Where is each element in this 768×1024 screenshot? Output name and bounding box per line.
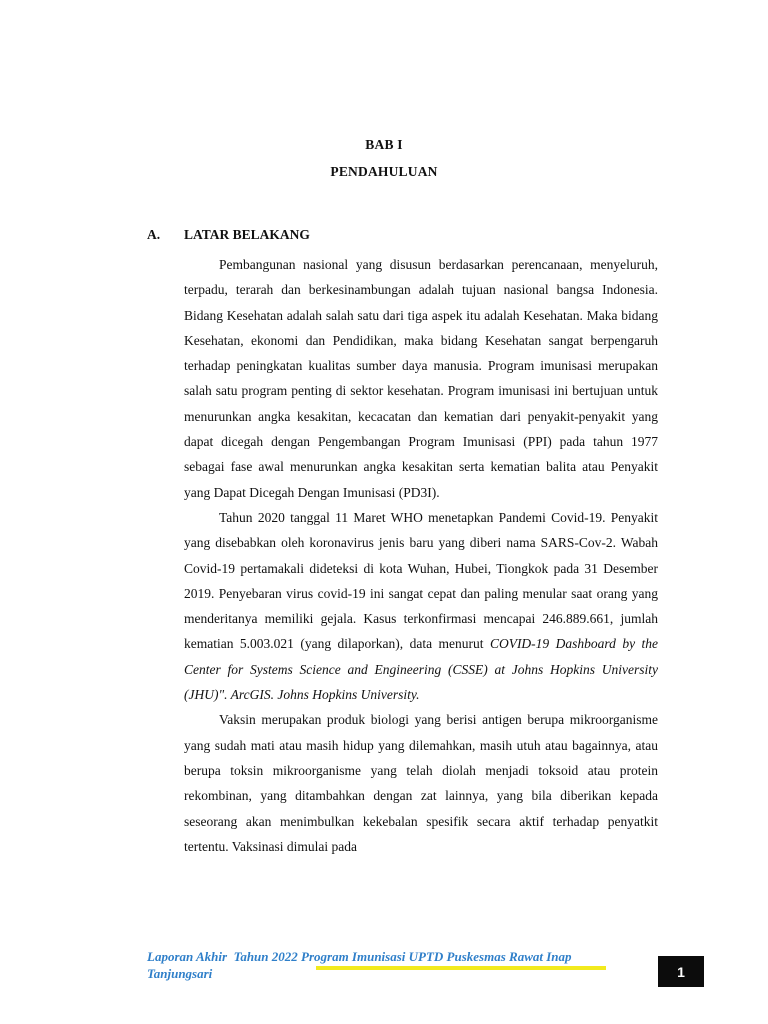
footer-report-title	[147, 948, 572, 982]
paragraph-2-citation: COVID-19 Dashboard by the Center for Systems Science and Engineering (CSSE) at Johns Hopkins University (JHU)". ArcGIS. Johns Hopkins University.	[184, 636, 658, 703]
paragraph-2	[184, 505, 658, 707]
section-heading	[147, 227, 310, 243]
section-number: A.	[147, 227, 161, 242]
section-title: LATAR BELAKANG	[184, 227, 310, 242]
body-text	[184, 252, 658, 859]
paragraph-1: Pembangunan nasional yang disusun berdasarkan perencanaan, menyeluruh, terpadu, terarah dan berkesinambungan adalah tujuan nasional bangsa Indonesia. Bidang Kesehatan adalah salah satu dari tiga aspek itu adalah Kesehatan. Maka bidang Kesehatan, ekonomi dan Pendidikan, maka bidang Kesehatan sangat berpengaruh terhadap peningkatan kualitas sumber daya manusia. Program imunisasi merupakan salah satu program penting di sektor kesehatan. Program imunisasi ini bertujuan untuk menurunkan angka kesakitan, kecacatan dan kematian dari penyakit-penyakit yang dapat dicegah dengan Pengembangan Program Imunisasi (PPI) pada tahun 1977 sebagai fase awal menurunkan angka kesakitan serta kematian balita atau Penyakit yang Dapat Dicegah Dengan Imunisasi (PD3I).	[184, 257, 658, 500]
paragraph-2-text: Tahun 2020 tanggal 11 Maret WHO menetapkan Pandemi Covid-19. Penyakit yang disebabkan oleh koronavirus jenis baru yang diberi nama SARS-Cov-2. Wabah Covid-19 pertamakali dideteksi di kota Wuhan, Hubei, Tiongkok pada 31 Desember 2019. Penyebaran virus covid-19 ini sangat cepat dan paling menular saat orang yang menderitanya memiliki gejala. Kasus terkonfirmasi mencapai 246.889.661, jumlah kematian 5.003.021 (yang dilaporkan), data menurut	[184, 509, 658, 652]
chapter-number: BAB I	[365, 137, 403, 152]
chapter-title: PENDAHULUAN	[330, 164, 438, 179]
footer-line-1: Laporan Akhir Tahun 2022 Program Imunisasi UPTD Puskesmas Rawat Inap	[147, 949, 572, 964]
page-number: 1	[658, 956, 704, 987]
paragraph-3: Vaksin merupakan produk biologi yang berisi antigen berupa mikroorganisme yang sudah mati atau masih hidup yang dilemahkan, masih utuh atau bagainnya, atau berupa toksin mikroorganisme yang telah diolah menjadi toksoid atau protein rekombinan, yang ditambahkan dengan zat lainnya, yang bila diberikan kepada seseorang akan menimbulkan kekebalan spesifik secara aktif terhadap penyatkit tertentu. Vaksinasi dimulai pada	[184, 712, 658, 854]
footer-line-2: Tanjungsari	[147, 966, 213, 981]
